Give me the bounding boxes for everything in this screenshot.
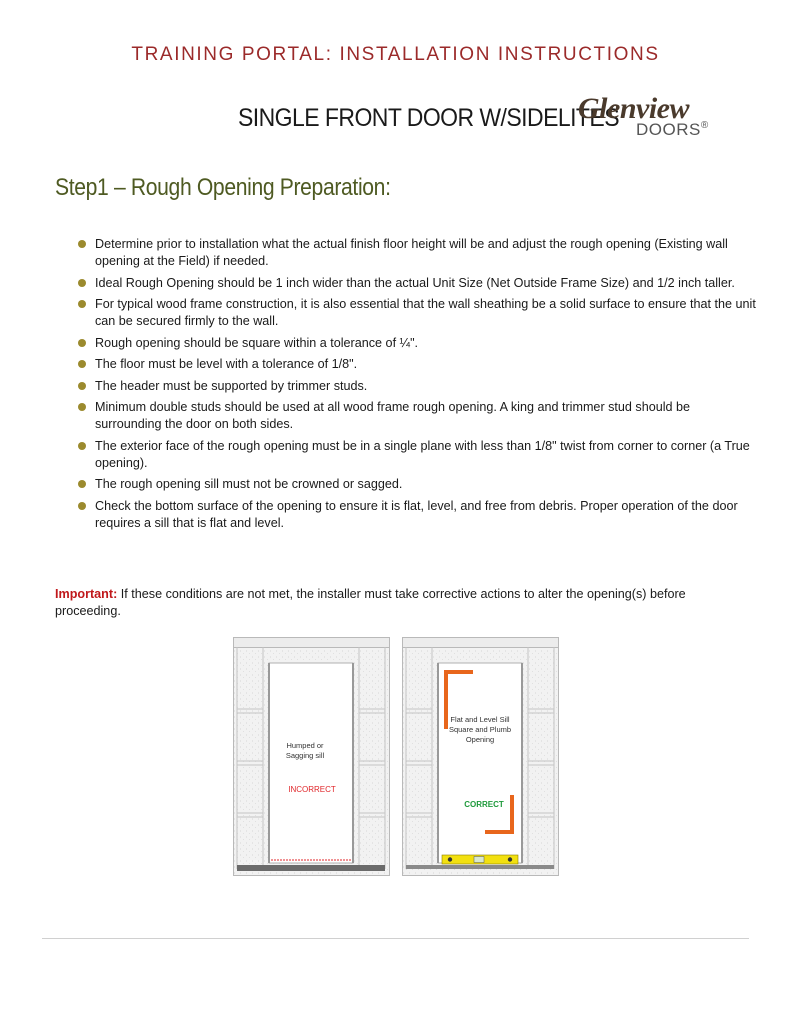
requirements-list — [78, 236, 758, 536]
important-note — [55, 586, 745, 620]
logo-doors-text: DOORS — [636, 120, 701, 139]
correct-header — [403, 638, 559, 648]
list-item — [78, 356, 758, 373]
list-item-text: Rough opening should be square within a tolerance of ¼". — [95, 335, 419, 350]
correct-note-line3: Opening — [465, 735, 495, 744]
list-item-text: Determine prior to installation what the actual finish floor height will be and adjust the rough opening (Existing wall opening at the Field) if needed. — [95, 237, 728, 268]
list-item-text: The header must be supported by trimmer studs. — [95, 378, 368, 393]
incorrect-note-line2: Sagging sill — [285, 751, 325, 760]
list-item-text: Minimum double studs should be used at all wood frame rough opening. A king and trimmer stud should be surrounding the door on both sides. — [95, 400, 691, 431]
list-item — [78, 335, 758, 352]
list-item-text: The floor must be level with a tolerance of 1/8". — [95, 357, 358, 371]
step-heading: Step1 – Rough Opening Preparation: — [55, 174, 391, 201]
incorrect-diagram — [234, 638, 390, 876]
bullet-dot-icon — [78, 502, 86, 510]
incorrect-floor — [237, 865, 385, 871]
bullet-dot-icon — [78, 360, 86, 368]
bullet-dot-icon — [78, 339, 86, 347]
incorrect-header — [234, 638, 390, 648]
list-item-text: For typical wood frame construction, it is also essential that the wall sheathing be a solid surface to ensure that the unit can be secured firmly to the wall. — [95, 297, 756, 328]
important-label: Important: — [55, 587, 118, 601]
list-item — [78, 275, 758, 292]
glenview-logo — [578, 92, 728, 142]
bullet-dot-icon — [78, 480, 86, 488]
correct-floor — [406, 865, 554, 869]
list-item — [78, 438, 758, 472]
logo-script: Glenview — [578, 92, 689, 125]
incorrect-note-line1: Humped or — [286, 741, 324, 750]
list-item-text: Ideal Rough Opening should be 1 inch wider than the actual Unit Size (Net Outside Frame Size) and 1/2 inch taller. — [95, 275, 735, 290]
bullet-dot-icon — [78, 240, 86, 248]
incorrect-opening — [269, 663, 353, 863]
incorrect-status: INCORRECT — [288, 785, 336, 794]
list-item-text: The rough opening sill must not be crowned or sagged. — [95, 477, 403, 491]
document-title: SINGLE FRONT DOOR W/SIDELITES — [238, 104, 620, 132]
bullet-dot-icon — [78, 300, 86, 308]
logo-doors — [636, 120, 709, 140]
portal-title: TRAINING PORTAL: INSTALLATION INSTRUCTIONS — [131, 44, 660, 65]
logo-reg-mark: ® — [700, 120, 709, 131]
correct-diagram — [403, 638, 559, 876]
list-item-text: The exterior face of the rough opening must be in a single plane with less than 1/8" twist from corner to corner (a True opening). — [95, 438, 750, 470]
bullet-dot-icon — [78, 279, 86, 287]
bullet-dot-icon — [78, 403, 86, 411]
list-item — [78, 378, 758, 395]
correct-note-line1: Flat and Level Sill — [450, 715, 510, 724]
correct-note-line2: Square and Plumb — [448, 725, 512, 734]
list-item — [78, 296, 758, 330]
bullet-dot-icon — [78, 442, 86, 450]
list-item-text: Check the bottom surface of the opening to ensure it is flat, level, and free from debris. Proper operation of the door requires a sill that is flat and level. — [95, 498, 738, 530]
bottom-divider — [42, 938, 749, 939]
level-tool-icon — [442, 855, 518, 864]
correct-status: CORRECT — [464, 800, 504, 809]
list-item — [78, 236, 758, 270]
list-item — [78, 399, 758, 433]
important-text: If these conditions are not met, the installer must take corrective actions to alter the opening(s) before proceeding. — [55, 587, 686, 618]
list-item — [78, 476, 758, 493]
bullet-dot-icon — [78, 382, 86, 390]
list-item — [78, 498, 758, 532]
rough-opening-diagrams — [233, 637, 561, 879]
